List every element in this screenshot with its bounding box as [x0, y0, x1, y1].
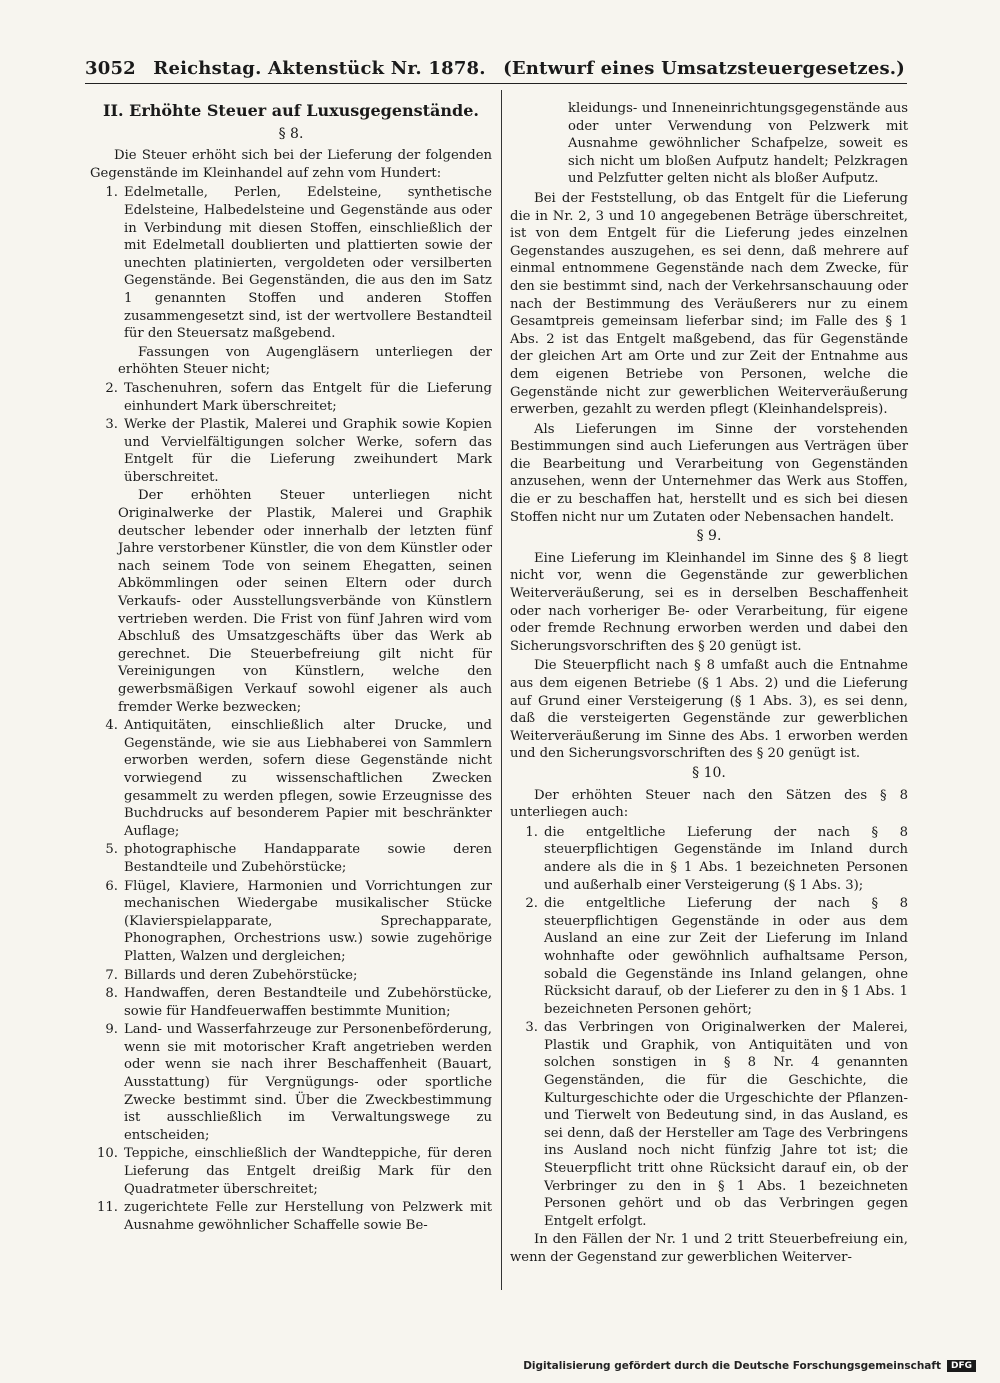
item-number: 10. [97, 1146, 118, 1162]
item-number: 2. [525, 896, 538, 912]
item-number: 2. [105, 380, 118, 396]
item-list [90, 184, 492, 1234]
item-number: 3. [525, 1020, 538, 1036]
item-text: die entgeltliche Lieferung der nach § 8 steuerpflichtigen Gegenstände in oder aus dem Ausland an eine zur Zeit der Lieferung im Inland wohnhafte oder gewöhnlich aufhaltsame Person, sobald die Gegenstände ins Inland gelangen, ohne Rücksicht darauf, ob der Lieferer zu den in § 1 Abs. 1 bezeichneten Personen gehört; [544, 896, 908, 1017]
item-text: Taschenuhren, sofern das Entgelt für die Lieferung einhundert Mark überschreitet; [124, 380, 492, 414]
item-text: das Verbringen von Originalwerken der Malerei, Plastik und Graphik, von Antiquitäten und von solchen sonstigen in § 8 Nr. 4 genannten Gegenständen, die für die Geschichte, die Kulturgeschichte oder die Urgeschichte der Pflanzen- und Tierwelt von Bedeutung sind, in das Ausland, es sei denn, daß der Hersteller am Tage des Verbringens ins Ausland noch nicht fünfzig Jahre tot ist; die Steuerpflicht tritt ohne Rücksicht darauf ein, ob der Verbringer zu den in § 1 Abs. 1 bezeichneten Personen gehört und ob das Verbringen gegen Entgelt erfolgt. [544, 1020, 908, 1229]
paragraph: Der erhöhten Steuer nach den Sätzen des § 8 unterliegen auch: [510, 787, 908, 821]
list-item [90, 184, 492, 342]
list-item [510, 824, 908, 894]
item-number: 8. [105, 986, 118, 1002]
list-item [90, 1021, 492, 1144]
item-text: Billards und deren Zubehörstücke; [124, 967, 358, 983]
continuation-paragraph: kleidungs- und Inneneinrichtungsgegenstände aus oder unter Verwendung von Pelzwerk mit Ausnahme gewöhnlicher Schafpelze, soweit es sich nicht um bloßen Aufputz handelt; Pelzkragen und Pelzfutter gelten nicht als bloßer Aufputz. [568, 101, 908, 187]
item-number: 1. [525, 824, 538, 840]
item-number: 1. [105, 185, 118, 201]
intro-paragraph: Die Steuer erhöht sich bei der Lieferung der folgenden Gegenstände im Kleinhandel auf zehn vom Hundert: [90, 148, 492, 181]
item-number: 7. [105, 967, 118, 983]
list-item [90, 416, 492, 486]
list-item [90, 878, 492, 966]
item-text: photographische Handapparate sowie deren Bestandteile und Zubehörstücke; [124, 842, 492, 875]
item-list [510, 824, 908, 1231]
list-item [90, 717, 492, 840]
item-text: Flügel, Klaviere, Harmonien und Vorrichtungen zur mechanischen Wiedergabe musikalischer Stücke (Klavierspielapparate, Sprechapparate, Phonographen, Orchestrions usw.) sowie zugehörige Platten, Walzen und dergleichen; [124, 878, 492, 964]
item-text: Handwaffen, deren Bestandteile und Zubehörstücke, sowie für Handfeuerwaffen bestimmte Munition; [124, 986, 492, 1019]
item-number: 5. [105, 842, 118, 858]
dfg-logo-icon: DFG [947, 1360, 976, 1372]
section-title: II. Erhöhte Steuer auf Luxusgegenstände. [103, 101, 479, 120]
item-text: Antiquitäten, einschließlich alter Drucke, und Gegenstände, wie sie aus Liebhaberei von Sammlern erworben werden, sofern diese Gegenstände nicht vorwiegend zu wissenschaftlichen Zwecken gesammelt zu werden pflegen, sowie Erzeugnisse des Buchdrucks auf besonderem Papier mit beschränkter Auflage; [124, 718, 492, 839]
footer [523, 1360, 976, 1372]
right-column [510, 100, 908, 1269]
list-item [90, 841, 492, 876]
list-item [90, 967, 492, 985]
item-number: 9. [105, 1022, 118, 1038]
item-number: 4. [105, 718, 118, 734]
page-header [85, 58, 905, 79]
item-text: Edelmetalle, Perlen, Edelsteine, synthetische Edelsteine, Halbedelsteine und Gegenstände aus oder in Verbindung mit diesen Stoffen, einschließlich der mit Edelmetall doublierten und plattierten sowie der unechten platinierten, vergoldeten oder versilberten Gegenstände. Bei Gegenständen, die aus den im Satz 1 genannten Stoffen und anderen Stoffen zusammengesetzt sind, ist der wertvollere Bestandteil für den Steuersatz maßgebend. [124, 185, 492, 342]
item-number: 6. [105, 878, 118, 894]
paragraph-sign-8: § 8. [278, 125, 304, 142]
list-item [90, 1145, 492, 1198]
paragraph: Als Lieferungen im Sinne der vorstehenden Bestimmungen sind auch Lieferungen aus Verträgen über die Bearbeitung und Verarbeitung von Gegenständen anzusehen, wenn der Unternehmer das Werk aus Stoffen, die er zu beschaffen hat, herstellt und es sich bei diesen Stoffen nicht nur um Zutaten oder Nebensachen handelt. [510, 421, 908, 525]
item-number: 11. [97, 1200, 118, 1216]
left-column [90, 100, 492, 1235]
item-number: 3. [105, 417, 118, 433]
paragraph: Eine Lieferung im Kleinhandel im Sinne des § 8 liegt nicht vor, wenn die Gegenstände zur gewerblichen Weiterveräußerung, sei es in derselben Beschaffenheit oder nach vorheriger Be- oder Verarbeitung, für eigene oder fremde Rechnung erworben werden und dabei den Sicherungsvorschriften des § 20 genügt ist. [510, 550, 908, 654]
header-rule [85, 83, 907, 84]
item-text: Werke der Plastik, Malerei und Graphik sowie Kopien und Vervielfältigungen solcher Werke, sofern das Entgelt für die Lieferung zweihundert Mark überschreitet. [124, 417, 492, 485]
list-item [90, 1199, 492, 1234]
paragraph-sign-10: § 10. [692, 764, 726, 781]
paragraph: Bei der Feststellung, ob das Entgelt für die Lieferung die in Nr. 2, 3 und 10 angegebenen Beträge überschreitet, ist von dem Entgelt für die Lieferung jedes einzelnen Gegenstandes auszugehen, es sei denn, daß mehrere auf einmal entnommene Gegenstände nach dem Zwecke, für den sie bestimmt sind, nach der Verkehrsanschauung oder nach der Bestimmung des Veräußerers nur zu einem Gesamtpreis gemeinsam lieferbar sind; im Falle des § 1 Abs. 2 ist das Entgelt maßgebend, das für Gegenstände der gleichen Art am Orte und zur Zeit der Entnahme aus dem eigenen Betriebe von Personen, welche die Gegenstände nicht zur gewerblichen Weiterveräußerung erwerben, gezahlt zu werden pflegt (Kleinhandelspreis). [510, 190, 908, 418]
sub-paragraph: Der erhöhten Steuer unterliegen nicht Originalwerke der Plastik, Malerei und Graphik deutscher lebender oder innerhalb der letzten fünf Jahre verstorbener Künstler, die von dem Künstler oder nach seinem Tode von seinem Ehegatten, seinen Abkömmlingen oder seinen Eltern oder durch Verkaufs- oder Ausstellungsverbände von Künstlern vertrieben werden. Die Frist von fünf Jahren wird vom Abschluß des Umsatzgeschäfts über das Werk ab gerechnet. Die Steuerbefreiung gilt nicht für Vereinigungen von Künstlern, welche den gewerbsmäßigen Verkauf sowohl eigener als auch fremder Werke bezwecken; [118, 488, 492, 715]
list-item [510, 895, 908, 1018]
item-text: die entgeltliche Lieferung der nach § 8 steuerpflichtigen Gegenstände im Inland durch andere als die in § 1 Abs. 1 bezeichneten Personen und außerhalb einer Versteigerung (§ 1 Abs. 3); [544, 824, 908, 893]
page-number: 3052 [85, 58, 136, 79]
column-divider [501, 90, 502, 1290]
paragraph: Die Steuerpflicht nach § 8 umfaßt auch die Entnahme aus dem eigenen Betriebe (§ 1 Abs. 2) und die Lieferung auf Grund einer Versteigerung (§ 1 Abs. 3), es sei denn, daß die versteigerten Gegenstände zur gewerblichen Weiterveräußerung im Sinne des Abs. 1 erworben werden und den Sicherungsvorschriften des § 20 genügt ist. [510, 658, 908, 762]
paragraph: In den Fällen der Nr. 1 und 2 tritt Steuerbefreiung ein, wenn der Gegenstand zur gewerblichen Weiterver- [510, 1232, 908, 1265]
footer-credit: Digitalisierung gefördert durch die Deutsche Forschungsgemeinschaft [523, 1360, 941, 1372]
sub-paragraph: Fassungen von Augengläsern unterliegen der erhöhten Steuer nicht; [118, 344, 492, 378]
item-text: Teppiche, einschließlich der Wandteppiche, für deren Lieferung das Entgelt dreißig Mark für den Quadratmeter überschreitet; [124, 1146, 492, 1197]
item-text: Land- und Wasserfahrzeuge zur Personenbeförderung, wenn sie mit motorischer Kraft angetrieben werden oder wenn sie nach ihrer Beschaffenheit (Bauart, Ausstattung) für Vergnügungs- oder sportliche Zwecke bestimmt sind. Über die Zweckbestimmung ist ausschließlich im Verwaltungswege zu entscheiden; [124, 1022, 492, 1143]
list-item [510, 1019, 908, 1230]
paragraph-sign-9: § 9. [696, 528, 722, 545]
item-text: zugerichtete Felle zur Herstellung von Pelzwerk mit Ausnahme gewöhnlicher Schaffelle sowie Be- [124, 1200, 492, 1233]
page-title: Reichstag. Aktenstück Nr. 1878. [153, 58, 486, 79]
list-item [90, 985, 492, 1020]
page-subtitle: (Entwurf eines Umsatzsteuergesetzes.) [503, 58, 905, 79]
list-item [90, 380, 492, 415]
